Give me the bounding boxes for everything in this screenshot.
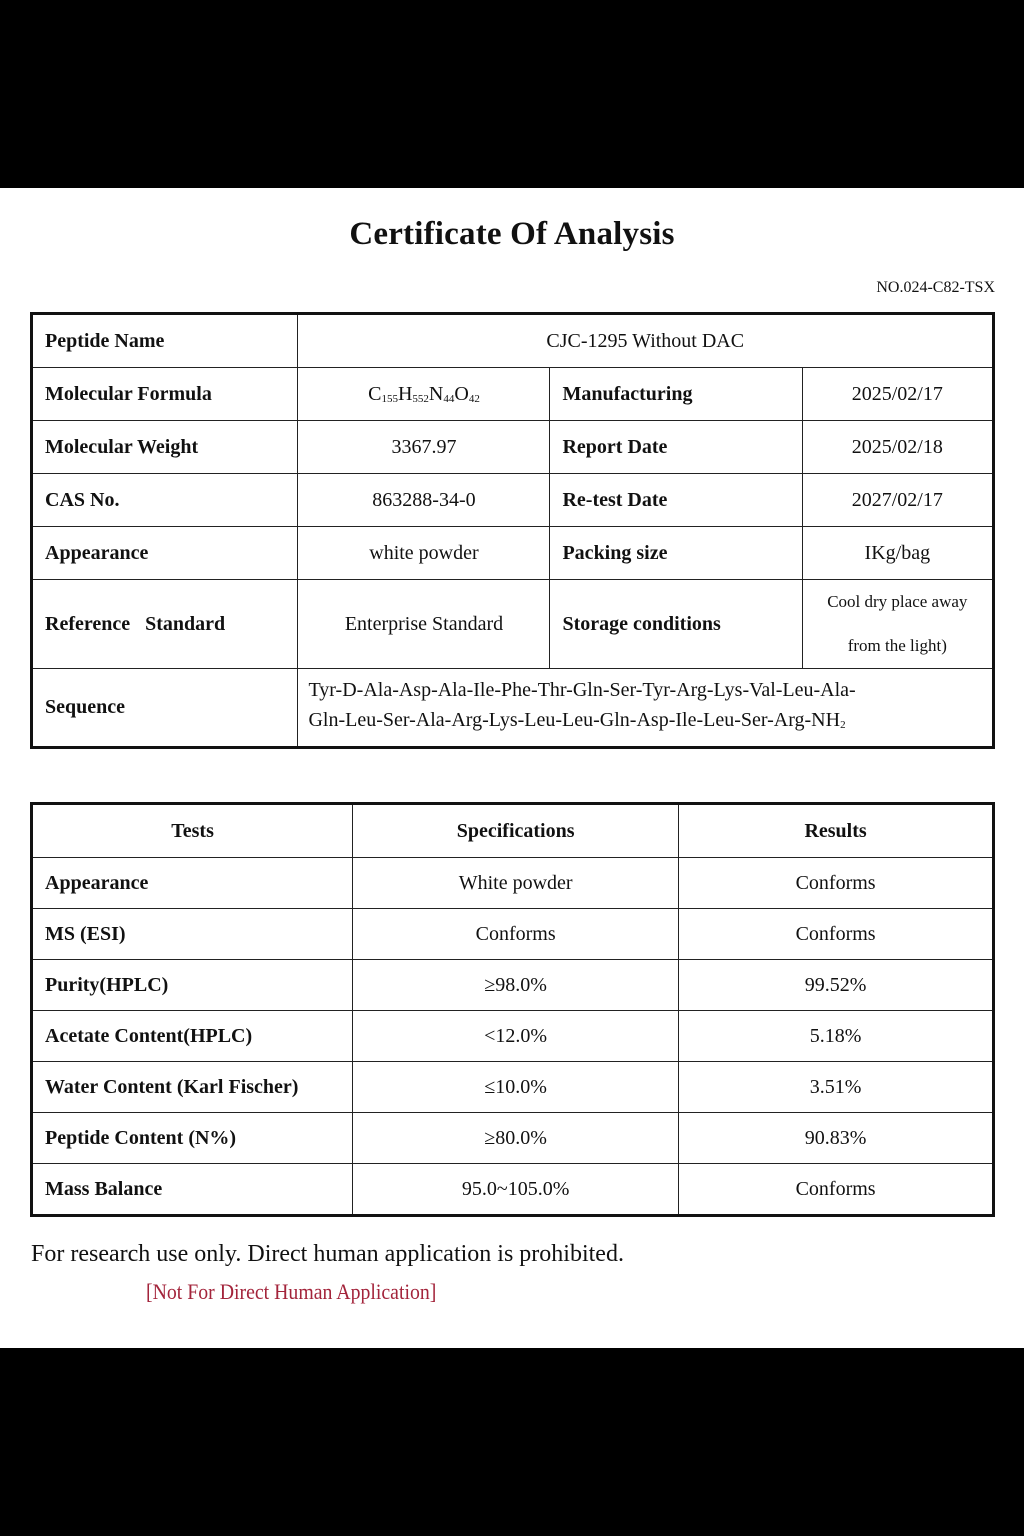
formula-count-h: 552 bbox=[412, 392, 429, 405]
formula-value bbox=[298, 368, 550, 421]
sequence-line-1: Tyr-D-Ala-Asp-Ala-Ile-Phe-Thr-Gln-Ser-Tyr-Arg-Lys-Val-Leu-Ala- bbox=[308, 679, 856, 701]
test-result: Conforms bbox=[679, 1164, 994, 1216]
test-specification: White powder bbox=[353, 858, 679, 909]
appearance-value: white powder bbox=[298, 527, 550, 580]
test-result: 99.52% bbox=[679, 960, 994, 1011]
table-row bbox=[32, 1062, 994, 1113]
info-row bbox=[32, 669, 994, 748]
weight-label: Molecular Weight bbox=[32, 421, 298, 474]
sequence-line-2 bbox=[308, 705, 982, 740]
cas-value: 863288-34-0 bbox=[298, 474, 550, 527]
product-info-table bbox=[30, 312, 995, 749]
formula-label: Molecular Formula bbox=[32, 368, 298, 421]
table-row bbox=[32, 909, 994, 960]
test-specification: ≤10.0% bbox=[353, 1062, 679, 1113]
column-header-results: Results bbox=[679, 804, 994, 858]
test-specification: ≥98.0% bbox=[353, 960, 679, 1011]
manufacturing-value: 2025/02/17 bbox=[802, 368, 993, 421]
table-row bbox=[32, 1164, 994, 1216]
storage-line-2: from the light) bbox=[847, 636, 947, 655]
formula-count-c: 155 bbox=[381, 392, 398, 405]
test-result: 5.18% bbox=[679, 1011, 994, 1062]
formula-element-h: H bbox=[397, 382, 413, 405]
info-row bbox=[32, 314, 994, 368]
test-specification: 95.0~105.0% bbox=[353, 1164, 679, 1216]
test-result: Conforms bbox=[679, 858, 994, 909]
test-specification: <12.0% bbox=[353, 1011, 679, 1062]
reference-standard-value: Enterprise Standard bbox=[298, 580, 550, 669]
info-row bbox=[32, 421, 994, 474]
packing-size-value: IKg/bag bbox=[802, 527, 993, 580]
human-application-warning: [Not For Direct Human Application] bbox=[146, 1279, 437, 1304]
storage-line-1: Cool dry place away bbox=[827, 592, 968, 611]
test-result: 3.51% bbox=[679, 1062, 994, 1113]
weight-value: 3367.97 bbox=[298, 421, 550, 474]
test-name: Peptide Content (N%) bbox=[32, 1113, 353, 1164]
column-header-specifications: Specifications bbox=[353, 804, 679, 858]
cas-label: CAS No. bbox=[32, 474, 298, 527]
test-result: 90.83% bbox=[679, 1113, 994, 1164]
formula-element-n: N bbox=[428, 382, 444, 405]
info-row bbox=[32, 580, 994, 669]
storage-conditions-value bbox=[802, 580, 993, 669]
document-number: NO.024-C82-TSX bbox=[876, 279, 995, 296]
research-use-note: For research use only. Direct human application is prohibited. bbox=[31, 1241, 624, 1267]
test-specification: ≥80.0% bbox=[353, 1113, 679, 1164]
packing-size-label: Packing size bbox=[550, 527, 802, 580]
appearance-label: Appearance bbox=[32, 527, 298, 580]
test-result: Conforms bbox=[679, 909, 994, 960]
retest-date-label: Re-test Date bbox=[550, 474, 802, 527]
document-title: Certificate Of Analysis bbox=[349, 216, 675, 252]
report-date-value: 2025/02/18 bbox=[802, 421, 993, 474]
sequence-label: Sequence bbox=[32, 669, 298, 748]
sequence-line-2-text: Gln-Leu-Ser-Ala-Arg-Lys-Leu-Leu-Gln-Asp-Ile-Leu-Ser-Arg-NH bbox=[308, 709, 841, 731]
reference-standard-label: Reference Standard bbox=[32, 580, 298, 669]
manufacturing-label: Manufacturing bbox=[550, 368, 802, 421]
report-date-label: Report Date bbox=[550, 421, 802, 474]
test-specification: Conforms bbox=[353, 909, 679, 960]
test-name: Acetate Content(HPLC) bbox=[32, 1011, 353, 1062]
table-row bbox=[32, 1011, 994, 1062]
test-name: Water Content (Karl Fischer) bbox=[32, 1062, 353, 1113]
certificate-page bbox=[0, 188, 1024, 1348]
table-row bbox=[32, 858, 994, 909]
table-row bbox=[32, 960, 994, 1011]
info-row bbox=[32, 474, 994, 527]
column-header-tests: Tests bbox=[32, 804, 353, 858]
formula-element-c: C bbox=[368, 382, 382, 405]
test-results-table bbox=[30, 802, 995, 1217]
formula-element-o: O bbox=[454, 382, 469, 405]
retest-date-value: 2027/02/17 bbox=[802, 474, 993, 527]
test-name: Appearance bbox=[32, 858, 353, 909]
peptide-name-label: Peptide Name bbox=[32, 314, 298, 368]
formula-count-o: 42 bbox=[468, 392, 480, 405]
test-name: Purity(HPLC) bbox=[32, 960, 353, 1011]
info-row bbox=[32, 527, 994, 580]
table-row bbox=[32, 1113, 994, 1164]
sequence-subscript: 2 bbox=[840, 719, 846, 731]
table-header-row bbox=[32, 804, 994, 858]
test-name: Mass Balance bbox=[32, 1164, 353, 1216]
peptide-name-value: CJC-1295 Without DAC bbox=[298, 314, 994, 368]
info-row bbox=[32, 368, 994, 421]
test-name: MS (ESI) bbox=[32, 909, 353, 960]
sequence-value bbox=[298, 669, 994, 748]
formula-count-n: 44 bbox=[443, 392, 455, 405]
storage-conditions-label: Storage conditions bbox=[550, 580, 802, 669]
